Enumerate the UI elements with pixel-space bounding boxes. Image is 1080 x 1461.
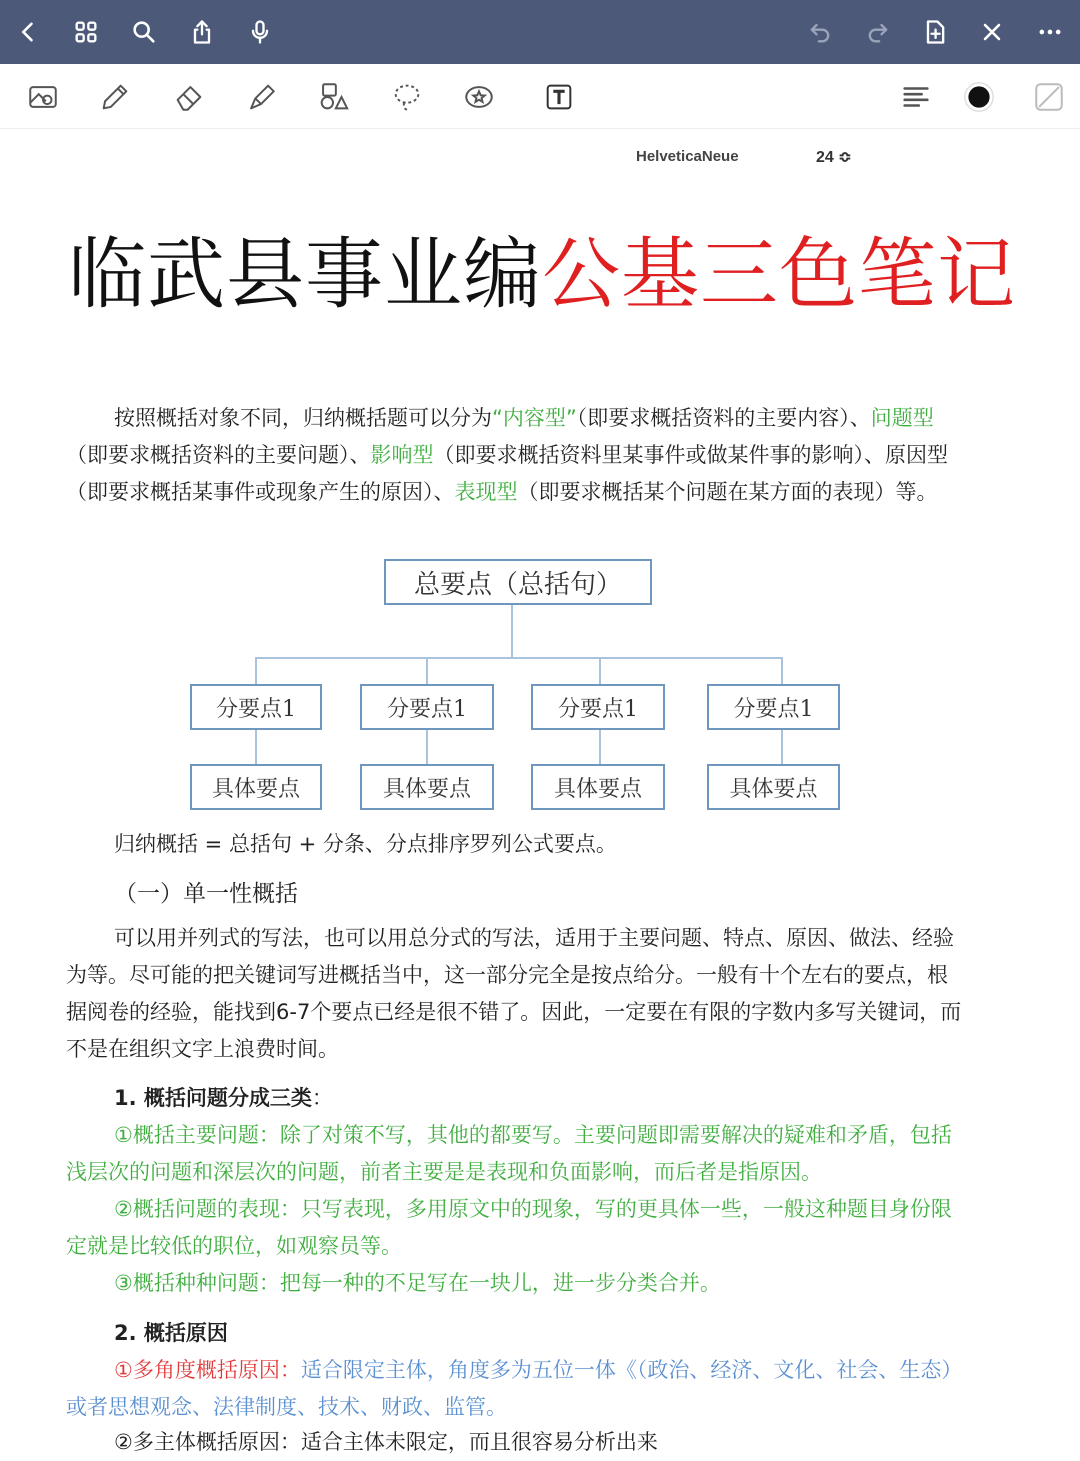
diagram-branch-box: 分要点1 (190, 684, 322, 730)
add-page-icon[interactable] (917, 14, 953, 50)
section-heading: （一）单一性概括 (114, 881, 298, 907)
formula-line: 归纳概括 = 总括句 + 分条、分点排序罗列公式要点。 (114, 832, 617, 856)
diagram-connector (781, 657, 783, 685)
intro-text: （即要求概括资料里某事件或做某件事的影响）、原因型（即要求概括某事件或现象产生的原因）、 (66, 443, 948, 504)
title-red-part: 公基三色笔记 (542, 230, 1017, 320)
font-name-selector[interactable]: HelveticaNeue (636, 148, 739, 165)
page-title (68, 212, 1016, 324)
intro-highlight-problem-type: 问题型 (870, 406, 934, 430)
image-icon[interactable] (22, 76, 64, 118)
intro-highlight-impact-type: 影响型 (370, 443, 434, 467)
diagram-branch-box: 分要点1 (360, 684, 494, 730)
undo-icon[interactable] (802, 14, 838, 50)
intro-paragraph (66, 400, 966, 511)
no-fill-icon[interactable] (1028, 76, 1070, 118)
pen-icon[interactable] (94, 76, 136, 118)
diagram-branch-box: 分要点1 (707, 684, 840, 730)
diagram-branch-box: 分要点1 (531, 684, 665, 730)
diagram-connector (255, 657, 782, 659)
close-icon[interactable] (974, 14, 1010, 50)
back-icon[interactable] (10, 14, 46, 50)
diagram-connector (426, 729, 428, 765)
diagram-connector (599, 729, 601, 765)
point2-item-label: ①多角度概括原因： (114, 1358, 301, 1382)
diagram-connector (781, 729, 783, 765)
top-bar (0, 0, 1080, 64)
diagram-leaf-box: 具体要点 (360, 764, 494, 810)
point1-item: ③概括种种问题：把每一种的不足写在一块儿，进一步分类合并。 (114, 1271, 721, 1295)
text-tool-icon[interactable] (538, 76, 580, 118)
diagram-connector (599, 657, 601, 685)
eraser-icon[interactable] (168, 76, 210, 118)
diagram-connector (255, 657, 257, 685)
intro-highlight-manifest-type: 表现型 (454, 480, 518, 504)
diagram-connector (426, 657, 428, 685)
point1-heading (114, 1080, 333, 1117)
shapes-icon[interactable] (312, 76, 354, 118)
diagram-connector (511, 604, 513, 658)
diagram-leaf-box: 具体要点 (707, 764, 840, 810)
font-size-selector[interactable]: 24 ≎ (816, 149, 852, 166)
more-icon[interactable] (1032, 14, 1068, 50)
point2-item (66, 1352, 966, 1426)
microphone-icon[interactable] (242, 14, 278, 50)
point1-item: ②概括问题的表现：只写表现，多用原文中的现象，写的更具体一些，一般这种题目身份限定就是比较低的职位，如观察员等。 (66, 1197, 952, 1258)
redo-icon[interactable] (860, 14, 896, 50)
diagram-leaf-box: 具体要点 (190, 764, 322, 810)
intro-text: 按照概括对象不同，归纳概括题可以分为 (114, 406, 492, 430)
intro-text: （即要求概括资料的主要内容）、 (576, 406, 871, 430)
point2-item-text: 适合限定主体，角度多为五位一体《（政治、经济、文化、社会、生态）或者思想观念、法律制度、技术、财政、监管。 (66, 1358, 963, 1419)
intro-text: （即要求概括某个问题在某方面的表现）等。 (517, 480, 938, 504)
grid-icon[interactable] (68, 14, 104, 50)
search-icon[interactable] (126, 14, 162, 50)
point1-colon: ： (311, 1086, 333, 1110)
point1-heading-text: 1. 概括问题分成三类 (114, 1086, 312, 1110)
point2-heading: 2. 概括原因 (114, 1321, 228, 1345)
section-body: 可以用并列式的写法，也可以用总分式的写法，适用于主要问题、特点、原因、做法、经验为等。尽可能的把关键词写进概括当中，这一部分完全是按点给分。一般有十个左右的要点，根据阅卷的经验，能找到6-7个要点已经是很不错了。因此，一定要在有限的字数内多写关键词，而不是在组织文字上浪费时间。 (66, 926, 962, 1061)
point2-item-partial: ②多主体概括原因：适合主体未限定，而且很容易分析出来 (114, 1430, 658, 1454)
lasso-icon[interactable] (386, 76, 428, 118)
color-icon[interactable] (958, 76, 1000, 118)
intro-highlight-content-type: “内容型” (492, 406, 577, 430)
tool-bar (0, 64, 1080, 166)
diagram-leaf-box: 具体要点 (531, 764, 665, 810)
share-icon[interactable] (184, 14, 220, 50)
intro-text: （即要求概括资料的主要问题）、 (66, 443, 371, 467)
highlighter-icon[interactable] (240, 76, 282, 118)
align-icon[interactable] (895, 76, 937, 118)
diagram-connector (255, 729, 257, 765)
title-black-part: 临武县事业编 (68, 230, 543, 320)
diagram-root-box: 总要点（总括句） (384, 559, 652, 605)
sticker-icon[interactable] (458, 76, 500, 118)
point1-item: ①概括主要问题：除了对策不写，其他的都要写。主要问题即需要解决的疑难和矛盾，包括浅层次的问题和深层次的问题，前者主要是是表现和负面影响，而后者是指原因。 (66, 1123, 952, 1184)
